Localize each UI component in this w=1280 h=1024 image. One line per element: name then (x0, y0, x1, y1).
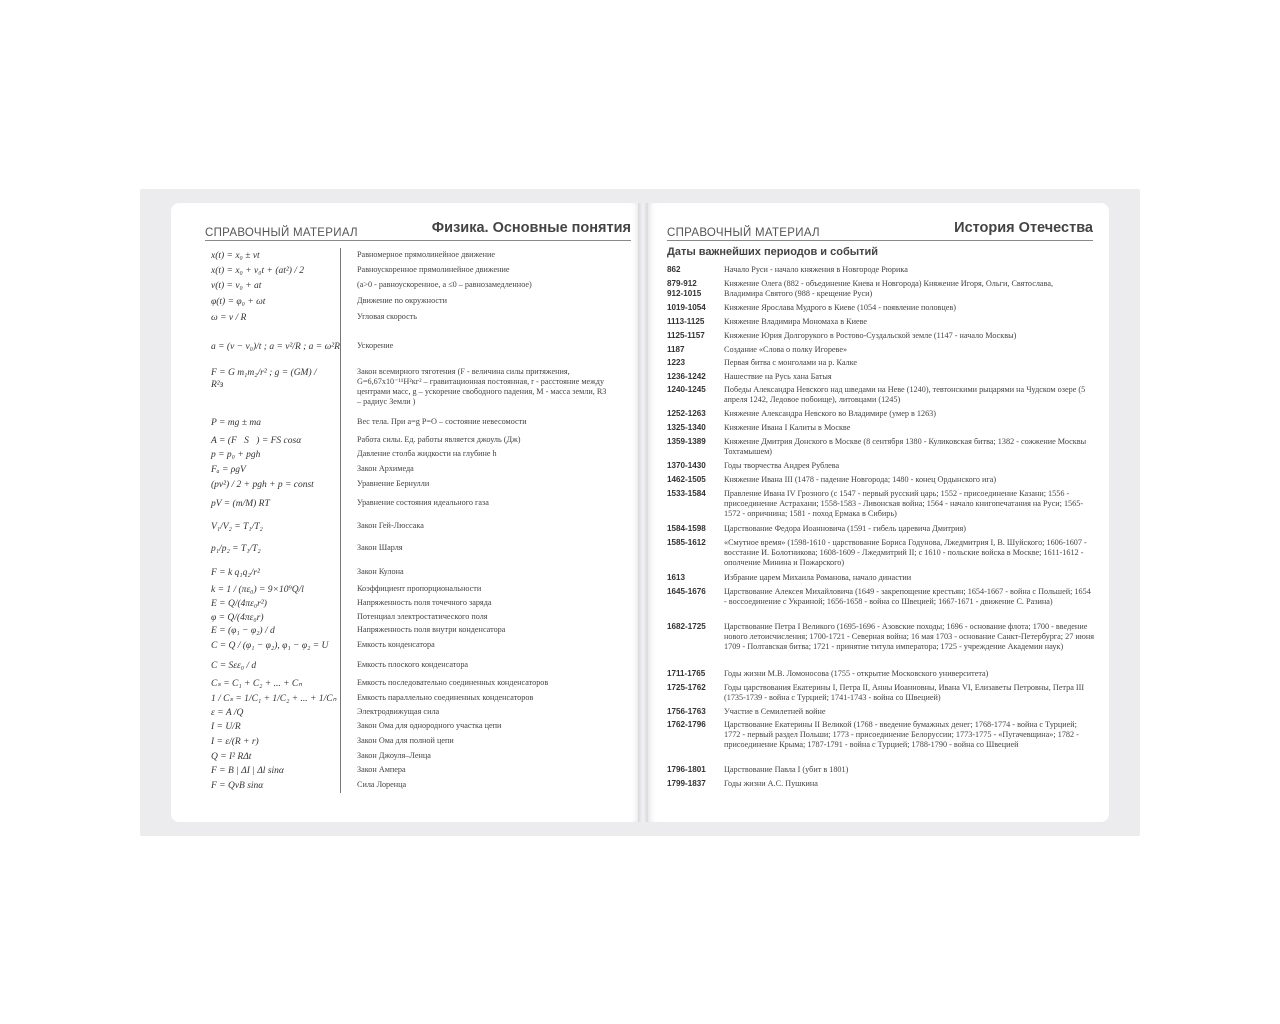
event-text: Избрание царем Михаила Романова, начало династии (724, 573, 912, 582)
formula-description: Напряженность поля внутри конденсатора (357, 625, 506, 634)
event-text: Царствование Петра I Великого (1695-1696 - Азовские походы; 1696 - основание флота; 1700 - введение нового летоисчисления; 1700-1721 - Северная война; 16 мая 1703 - основание Санкт-Петербурга; 27 июня 1709 - Полтавская битва; 1721 - принятие титула императора; 1725 - учреждение Академии наук) (724, 622, 1094, 651)
event-text: Годы царствования Екатерины I, Петра II, Анны Иоанновны, Ивана VI, Елизаветы Петровны, Петра III (1735-1739 - война с Турцией; 1741-1743 - война со Швецией) (724, 683, 1085, 702)
formula: Cₛ = C₁ + C₂ + ... + Cₙ (211, 679, 303, 689)
event-year: 879-912 912-1015 (667, 279, 702, 298)
right-header-rule (667, 240, 1093, 241)
event-text: Княжение Юрия Долгорукого в Ростово-Суздальской земле (1147 - начало Москвы) (724, 331, 1017, 340)
formula: Q = I² RΔt (211, 752, 252, 762)
book-spine (638, 203, 648, 822)
physics-row (211, 660, 603, 674)
event-text: «Смутное время» (1598-1610 - царствование Бориса Годунова, Лжедмитрия I, В. Шуйского; 1606-1607 - восстание И. Болотникова; 1608-1609 - Лжедмитрий II; с 1610 - польские войска в Москве; 1611-1612 - ополчение Минина и Пожарского) (724, 538, 1087, 567)
event-year: 1252-1263 (667, 409, 706, 418)
physics-row (211, 707, 603, 721)
formula-description: Емкость плоского конденсатора (357, 660, 469, 669)
physics-row (211, 498, 603, 512)
formula-description: Закон всемирного тяготения (F - величина силы притяжения, G=6,67x10⁻¹¹Н²кг² – гравитационная постоянная, r - расстояние между центрами масс, g – ускорение свободного падения, M - масса земли, R3 – радиус Земли ) (357, 367, 607, 406)
formula: x(t) = x₀ + v₀t + (at²) / 2 (211, 266, 305, 276)
formula-description: Коэффициент пропорциональности (357, 584, 482, 593)
formula: I = U/R (211, 722, 241, 732)
left-header-rule (205, 240, 631, 241)
physics-row (211, 678, 603, 692)
formula-description: Уравнение Бернулли (357, 479, 430, 488)
physics-row (211, 312, 603, 326)
physics-row (211, 521, 603, 535)
event-text: Княжение Ярослава Мудрого в Киеве (1054 - появление половцев) (724, 303, 957, 312)
formula-description: Емкость последовательно соединенных конденсаторов (357, 678, 549, 687)
formula-description: Работа силы. Ед. работы является джоуль (Дж) (357, 435, 521, 444)
event-text: Княжение Ивана I Калиты в Москве (724, 423, 851, 432)
formula: pV = (m/M) RT (211, 499, 270, 509)
formula-description: Закон Ампера (357, 765, 406, 774)
formula: (pv²) / 2 + pgh + p = const (211, 480, 314, 490)
physics-row (211, 543, 603, 557)
formula: C = Sεε₀ / d (211, 661, 257, 671)
formula-description: Уравнение состояния идеального газа (357, 498, 489, 507)
physics-row (211, 417, 603, 431)
formula: a = (v − v₀)/t ; a = v²/R ; a = ω²R (211, 342, 340, 352)
event-text: Нашествие на Русь хана Батыя (724, 372, 832, 381)
event-year: 1533-1584 (667, 489, 706, 498)
formula: φ(t) = φ₀ + ωt (211, 297, 266, 307)
physics-row (211, 449, 603, 463)
physics-row (211, 780, 603, 794)
event-text: Княжение Олега (882 - объединение Киева и Новгорода) Княжение Игоря, Ольги, Святослава, Владимира Святого (988 - крещение Руси) (724, 279, 1054, 298)
event-year: 1645-1676 (667, 587, 706, 596)
formula-description: Емкость параллельно соединенных конденсаторов (357, 693, 534, 702)
event-year: 1019-1054 (667, 303, 706, 312)
formula-description: Напряженность поля точечного заряда (357, 598, 492, 607)
formula-description: Движение по окружности (357, 296, 447, 305)
physics-row (211, 612, 603, 626)
physics-table (211, 248, 607, 793)
formula: E = Q/(4πε₀r²) (211, 599, 267, 609)
event-year: 1799-1837 (667, 779, 706, 788)
formula-description: Закон Ома для однородного участка цепи (357, 721, 502, 730)
formula-description: Ускорение (357, 341, 394, 350)
formula: k = 1 / (πε₀) = 9×10⁹Q/l (211, 585, 304, 595)
event-text: Создание «Слова о полку Игореве» (724, 345, 848, 354)
physics-row (211, 640, 603, 654)
event-year: 1462-1505 (667, 475, 706, 484)
physics-row (211, 598, 603, 612)
event-year: 1187 (667, 345, 685, 354)
physics-row (211, 435, 603, 449)
formula: E = (φ₁ − φ₂) / d (211, 626, 275, 636)
event-text: Княжение Дмитрия Донского в Москве (8 сентября 1380 - Куликовская битва; 1382 - сожжение Москвы Тохтамышем) (724, 437, 1087, 456)
physics-row (211, 693, 603, 707)
event-text: Царствование Павла I (убит в 1801) (724, 765, 849, 774)
event-text: Княжение Владимира Мономаха в Киеве (724, 317, 868, 326)
formula-description: Закон Гей-Люссака (357, 521, 424, 530)
formula-description: Электродвижущая сила (357, 707, 440, 716)
event-year: 1240-1245 (667, 385, 706, 394)
physics-row (211, 296, 603, 310)
event-text: Царствование Екатерины II Великой (1768 - введение бумажных денег; 1768-1774 - война с Турцией; 1772 - первый раздел Польши; 1773 - присоединение Белоруссии; 1773-1775 - «Пугачевщина»; 1782 - присоединение Крыма; 1787-1791 - война с Турцией; 1788-1790 - война со Швецией (724, 720, 1079, 749)
event-year: 1223 (667, 358, 686, 367)
right-page (648, 203, 1109, 822)
physics-row (211, 736, 603, 750)
formula: V₁/V₂ = T₁/T₂ (211, 522, 263, 532)
formula-description: Закон Архимеда (357, 464, 414, 473)
formula: Fₐ = ρgV (211, 465, 246, 475)
formula-description: Потенциал электростатического поля (357, 612, 488, 621)
formula-description: Емкость конденсатора (357, 640, 435, 649)
physics-row (211, 625, 603, 639)
physics-row (211, 721, 603, 735)
physics-row (211, 584, 603, 598)
event-year: 1756-1763 (667, 707, 706, 716)
event-year: 1584-1598 (667, 524, 706, 533)
event-year: 1585-1612 (667, 538, 706, 547)
physics-row (211, 250, 603, 264)
formula: F = QvB sinα (211, 781, 264, 791)
event-year: 1359-1389 (667, 437, 706, 446)
left-page (171, 203, 639, 822)
formula-description: Угловая скорость (357, 312, 418, 321)
formula-description: (a>0 - равноускоренное, a ≤0 – равнозамедленное) (357, 280, 532, 289)
event-year: 1125-1157 (667, 331, 705, 340)
right-page-title: История Отечества (954, 220, 1093, 236)
event-year: 862 (667, 265, 681, 274)
physics-row (211, 479, 603, 493)
event-year: 1113-1125 (667, 317, 705, 326)
formula-description: Закон Кулона (357, 567, 404, 576)
event-year: 1682-1725 (667, 622, 706, 631)
left-section-label: СПРАВОЧНЫЙ МАТЕРИАЛ (205, 227, 358, 239)
event-text: Княжение Александра Невского во Владимире (умер в 1263) (724, 409, 936, 418)
physics-row (211, 265, 603, 279)
formula: ε = A /Q (211, 708, 244, 718)
event-text: Годы жизни М.В. Ломоносова (1755 - открытие Московского университета) (724, 669, 989, 678)
formula: F = B | ΔI | Δl sinα (211, 766, 284, 776)
event-text: Княжение Ивана III (1478 - падение Новгорода; 1480 - конец Ордынского ига) (724, 475, 997, 484)
formula-description: Равномерное прямолинейное движение (357, 250, 496, 259)
history-subtitle: Даты важнейших периодов и событий (667, 246, 879, 258)
formula: φ = Q/(4πε₀r) (211, 613, 264, 623)
event-text: Правление Ивана IV Грозного (с 1547 - первый русский царь; 1552 - присоединение Казани; 1556 - присоединение Астрахани; 1558-1583 - Ливонская война; 1564 - начало книгопечатания на Руси; 1565-1572 - опричнина; 1581 - поход Ермака в Сибирь) (724, 489, 1084, 518)
formula: 1 / Cₛ = 1/C₁ + 1/C₂ + ... + 1/Cₙ (211, 694, 337, 704)
formula: F = G m₁m₂/r² ; g = (GM) / R²з (211, 368, 317, 390)
formula: x(t) = x₀ ± vt (211, 251, 260, 261)
formula: v(t) = v₀ + at (211, 281, 262, 291)
formula-description: Равноускоренное прямолинейное движение (357, 265, 510, 274)
formula-description: Сила Лоренца (357, 780, 407, 789)
event-text: Начало Руси - начало княжения в Новгороде Рюрика (724, 265, 908, 274)
formula: p = p₀ + pgh (211, 450, 261, 460)
event-text: Годы жизни А.С. Пушкина (724, 779, 818, 788)
event-year: 1762-1796 (667, 720, 706, 729)
formula: C = Q / (φ₁ − φ₂), φ₁ − φ₂ = U (211, 641, 329, 651)
right-section-label: СПРАВОЧНЫЙ МАТЕРИАЛ (667, 227, 820, 239)
event-year: 1370-1430 (667, 461, 706, 470)
event-text: Царствование Федора Иоанновича (1591 - гибель царевича Дмитрия) (724, 524, 966, 533)
formula: P = mg ± ma (211, 418, 261, 428)
formula: ω = v / R (211, 313, 247, 323)
physics-row (211, 567, 603, 581)
event-year: 1711-1765 (667, 669, 706, 678)
formula-description: Закон Ома для полной цепи (357, 736, 454, 745)
physics-row (211, 765, 603, 779)
formula: F = k q₁q₂/r² (211, 568, 260, 578)
formula-description: Вес тела. При a=g P=O – состояние невесомости (357, 417, 527, 426)
physics-row (211, 464, 603, 478)
event-year: 1725-1762 (667, 683, 706, 692)
physics-row (211, 280, 603, 294)
formula-description: Давление столба жидкости на глубине h (357, 449, 497, 458)
event-text: Победы Александра Невского над шведами на Неве (1240), тевтонскими рыцарями на Чудском озере (5 апреля 1242, Ледовое побоище), литовцами (1245) (724, 385, 1086, 404)
event-text: Царствование Алексея Михайловича (1649 - закрепощение крестьян; 1654-1667 - война с Польшей; 1654 - воссоединение с Украиной; 1656-1658 - война со Швецией; 1667-1671 - движение С. Разина) (724, 587, 1091, 606)
event-year: 1236-1242 (667, 372, 706, 381)
event-text: Первая битва с монголами на р. Калке (724, 358, 858, 367)
event-text: Годы творчества Андрея Рублева (724, 461, 840, 470)
physics-row (211, 367, 607, 406)
formula: p₁/p₂ = T₁/T₂ (211, 544, 261, 554)
event-year: 1613 (667, 573, 686, 582)
physics-row (211, 751, 603, 765)
event-year: 1796-1801 (667, 765, 706, 774)
formula-description: Закон Шарля (357, 543, 403, 552)
formula: A = (F⃗S⃗) = FS cosα (211, 436, 302, 446)
formula: I = ε/(R + r) (211, 737, 259, 747)
event-year: 1325-1340 (667, 423, 706, 432)
formula-description: Закон Джоуля–Ленца (357, 751, 431, 760)
physics-row (211, 341, 603, 355)
left-page-title: Физика. Основные понятия (431, 220, 631, 236)
event-text: Участие в Семилетней войне (724, 707, 826, 716)
